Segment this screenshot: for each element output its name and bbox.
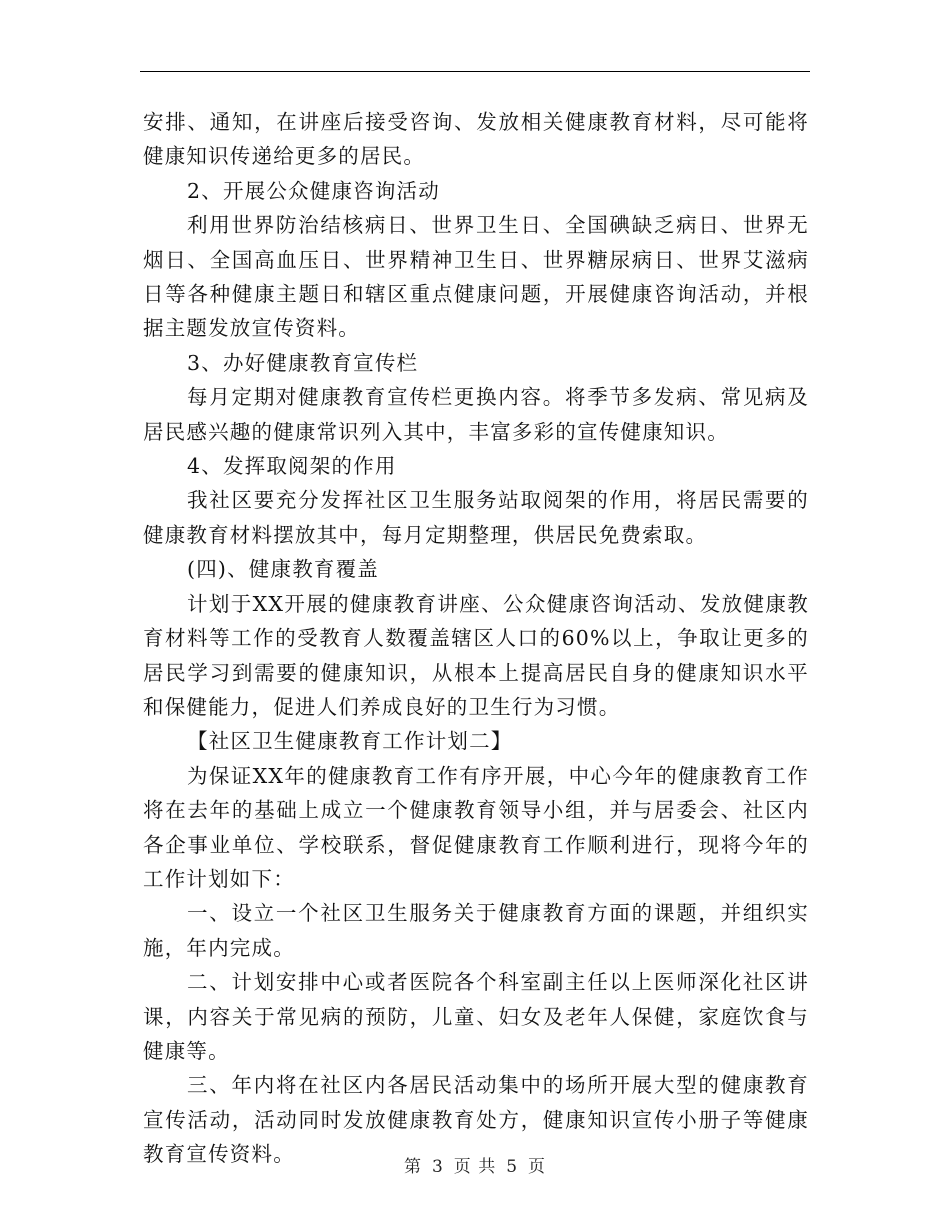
paragraph: 利用世界防治结核病日、世界卫生日、全国碘缺乏病日、世界无烟日、全国高血压日、世界精神卫生日、世界糖尿病日、世界艾滋病日等各种健康主题日和辖区重点健康问题，开展健康咨询活动，并根据主题发放宣传资料。	[143, 213, 809, 341]
current-page-number: 3	[431, 1157, 444, 1177]
paragraph: 计划于XX开展的健康教育讲座、公众健康咨询活动、发放健康教育材料等工作的受教育人数覆盖辖区人口的60%以上，争取让更多的居民学习到需要的健康知识，从根本上提高居民自身的健康知识水平和保健能力，促进人们养成良好的卫生行为习惯。	[143, 591, 809, 719]
total-pages-number: 5	[506, 1157, 519, 1177]
paragraph: 我社区要充分发挥社区卫生服务站取阅架的作用，将居民需要的健康教育材料摆放其中，每月定期整理，供居民免费索取。	[143, 488, 809, 547]
list-item: 二、计划安排中心或者医院各个科室副主任以上医师深化社区讲课，内容关于常见病的预防，儿童、妇女及老年人保健，家庭饮食与健康等。	[143, 970, 809, 1063]
document-body	[143, 105, 809, 1172]
section-heading: 4、发挥取阅架的作用	[187, 454, 397, 479]
footer-middle: 页 共	[453, 1157, 497, 1177]
paragraph: 为保证XX年的健康教育工作有序开展，中心今年的健康教育工作将在去年的基础上成立一个健康教育领导小组，并与居委会、社区内各企事业单位、学校联系，督促健康教育工作顺利进行，现将今年的工作计划如下：	[143, 763, 809, 891]
section-heading: 2、开展公众健康咨询活动	[187, 178, 440, 203]
plan-title: 【社区卫生健康教育工作计划二】	[187, 729, 513, 754]
paragraph: 安排、通知，在讲座后接受咨询、发放相关健康教育材料，尽可能将健康知识传递给更多的居民。	[143, 110, 809, 169]
section-heading: 3、办好健康教育宣传栏	[187, 350, 419, 375]
footer-suffix: 页	[528, 1157, 547, 1177]
page-footer	[0, 1152, 950, 1177]
list-item: 一、设立一个社区卫生服务关于健康教育方面的课题，并组织实施，年内完成。	[143, 901, 809, 960]
section-heading: (四)、健康教育覆盖	[187, 557, 379, 582]
header-rule	[140, 71, 810, 72]
list-item: 三、年内将在社区内各居民活动集中的场所开展大型的健康教育宣传活动，活动同时发放健康教育处方，健康知识宣传小册子等健康教育宣传资料。	[143, 1073, 809, 1167]
footer-prefix: 第	[403, 1157, 422, 1177]
paragraph: 每月定期对健康教育宣传栏更换内容。将季节多发病、常见病及居民感兴趣的健康常识列入其中，丰富多彩的宣传健康知识。	[143, 385, 809, 444]
